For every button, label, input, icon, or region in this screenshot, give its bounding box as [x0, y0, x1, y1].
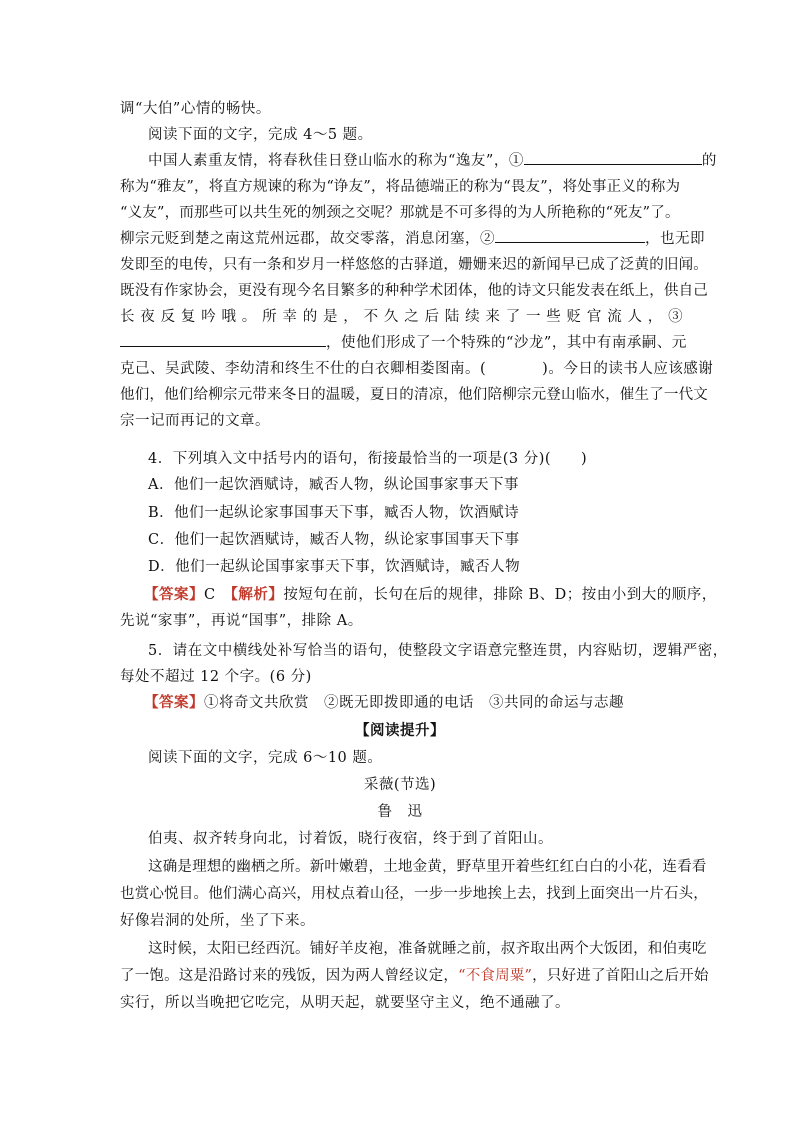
analysis-text-line: 先说“家事”，再说“国事”，排除 A。: [120, 613, 363, 629]
text-segment: 的: [701, 153, 717, 169]
passage-line: [120, 963, 709, 989]
passage-line: 这确是理想的幽栖之所。新叶嫩碧，土地金黄，野草里开着些红红白白的小花，连看看: [148, 859, 707, 875]
passage-line: 伯夷、叔齐转身向北，讨着饭，晓行夜宿，终于到了首阳山。: [148, 831, 553, 847]
text-line: 他们，他们给柳宗元带来冬日的温暖，夏日的清凉，他们陪柳宗元登山临水，催生了一代文: [120, 387, 708, 403]
text-segment: 克己、吴武陵、李幼清和终生不仕的白衣卿相娄图南。(: [120, 361, 487, 377]
option-b: B．他们一起纵论家事国事天下事，臧否人物，饮酒赋诗: [148, 505, 520, 521]
reading-intro: 阅读下面的文字，完成 6～10 题。: [148, 750, 383, 766]
text-line: “义友”，而那些可以共生死的刎颈之交呢？那就是不可多得的为人所艳称的“死友”了。: [120, 205, 680, 221]
text-segment: 柳宗元贬到楚之南这荒州远郡，故交零落，消息闭塞，②: [120, 231, 495, 247]
question-5-cont: 每处不超过 12 个字。(6 分): [120, 669, 312, 685]
answer-tag: 【答案】: [144, 694, 204, 711]
answer-tag: 【答案】: [144, 586, 204, 603]
text-line: 发即至的电传，只有一条和岁月一样悠悠的古驿道，姗姗来迟的新闻早已成了泛黄的旧闻。: [120, 257, 708, 273]
question-4: 4．下列填入文中括号内的语句，衔接最恰当的一项是(3 分)( ): [148, 451, 588, 467]
answer-4: [144, 582, 717, 608]
text-line: 称为“雅友”，将直方规谏的称为“诤友”，将品德端正的称为“畏友”，将处事正义的称为: [120, 179, 681, 195]
analysis-text: 按短句在前，长句在后的规律，排除 B、D；按由小到大的顺序，: [283, 587, 717, 603]
fill-blank-1: [524, 150, 702, 165]
fill-blank-3: [120, 332, 326, 347]
section-heading: 【阅读提升】: [355, 722, 445, 739]
passage-line: 实行，所以当晚把它吃完，从明天起，就要坚守主义，绝不通融了。: [120, 995, 570, 1011]
quoted-phrase: “不食周粟”: [458, 968, 533, 984]
passage-line: 也赏心悦目。他们满心高兴，用杖点着山径，一步一步地挨上去，找到上面突出一片石头，: [120, 886, 708, 902]
text-line: 调“大伯”心情的畅快。: [120, 101, 271, 117]
answer-text: ①将奇文共欣赏 ②既无即拨即通的电话 ③共同的命运与志趣: [204, 695, 624, 711]
text-segment: )。今日的读书人应该感谢: [542, 361, 714, 377]
passage-author: 鲁 迅: [377, 804, 423, 820]
question-5: 5．请在文中横线处补写恰当的语句，使整段文字语意完整连贯，内容贴切，逻辑严密，: [148, 643, 728, 659]
option-d: D．他们一起纵论国事家事天下事，饮酒赋诗，臧否人物: [148, 559, 521, 575]
option-a: A．他们一起饮酒赋诗，臧否人物，纵论国事家事天下事: [148, 477, 519, 493]
text-line: 阅读下面的文字，完成 4～5 题。: [148, 127, 373, 143]
passage-line: 好像岩洞的处所，坐了下来。: [120, 913, 315, 929]
text-segment: ，也无即: [645, 231, 705, 247]
text-line: [120, 356, 714, 382]
fill-blank-2: [495, 228, 645, 243]
text-line: 长夜反复吟哦。所幸的是，不久之后陆续来了一些贬官流人，③: [120, 309, 689, 325]
analysis-tag: 【解析】: [230, 586, 284, 603]
text-segment: 中国人素重友情，将春秋佳日登山临水的称为“逸友”，①: [148, 153, 524, 169]
text-line: [120, 330, 687, 356]
text-line: [148, 148, 717, 174]
passage-title: 采薇(节选): [363, 777, 437, 793]
text-line: 既没有作家协会，更没有现今名目繁多的种种学术团体，他的诗文只能发表在纸上，供自己: [120, 283, 708, 299]
text-line: [120, 226, 705, 252]
text-segment: ，只好进了首阳山之后开始: [532, 968, 709, 984]
text-segment: ，使他们形成了一个特殊的“沙龙”，其中有南承嗣、元: [326, 335, 687, 351]
option-c: C．他们一起饮酒赋诗，臧否人物，纵论家事国事天下事: [148, 532, 520, 548]
text-line: 宗一记而再记的文章。: [120, 413, 270, 429]
passage-line: 这时候，太阳已经西沉。铺好羊皮袍，准备就睡之前，叔齐取出两个大饭团，和伯夷吃: [148, 941, 707, 957]
answer-letter: C: [204, 587, 216, 603]
text-segment: 了一饱。这是沿路讨来的残饭，因为两人曾经议定，: [120, 968, 459, 984]
answer-5: [144, 690, 676, 716]
